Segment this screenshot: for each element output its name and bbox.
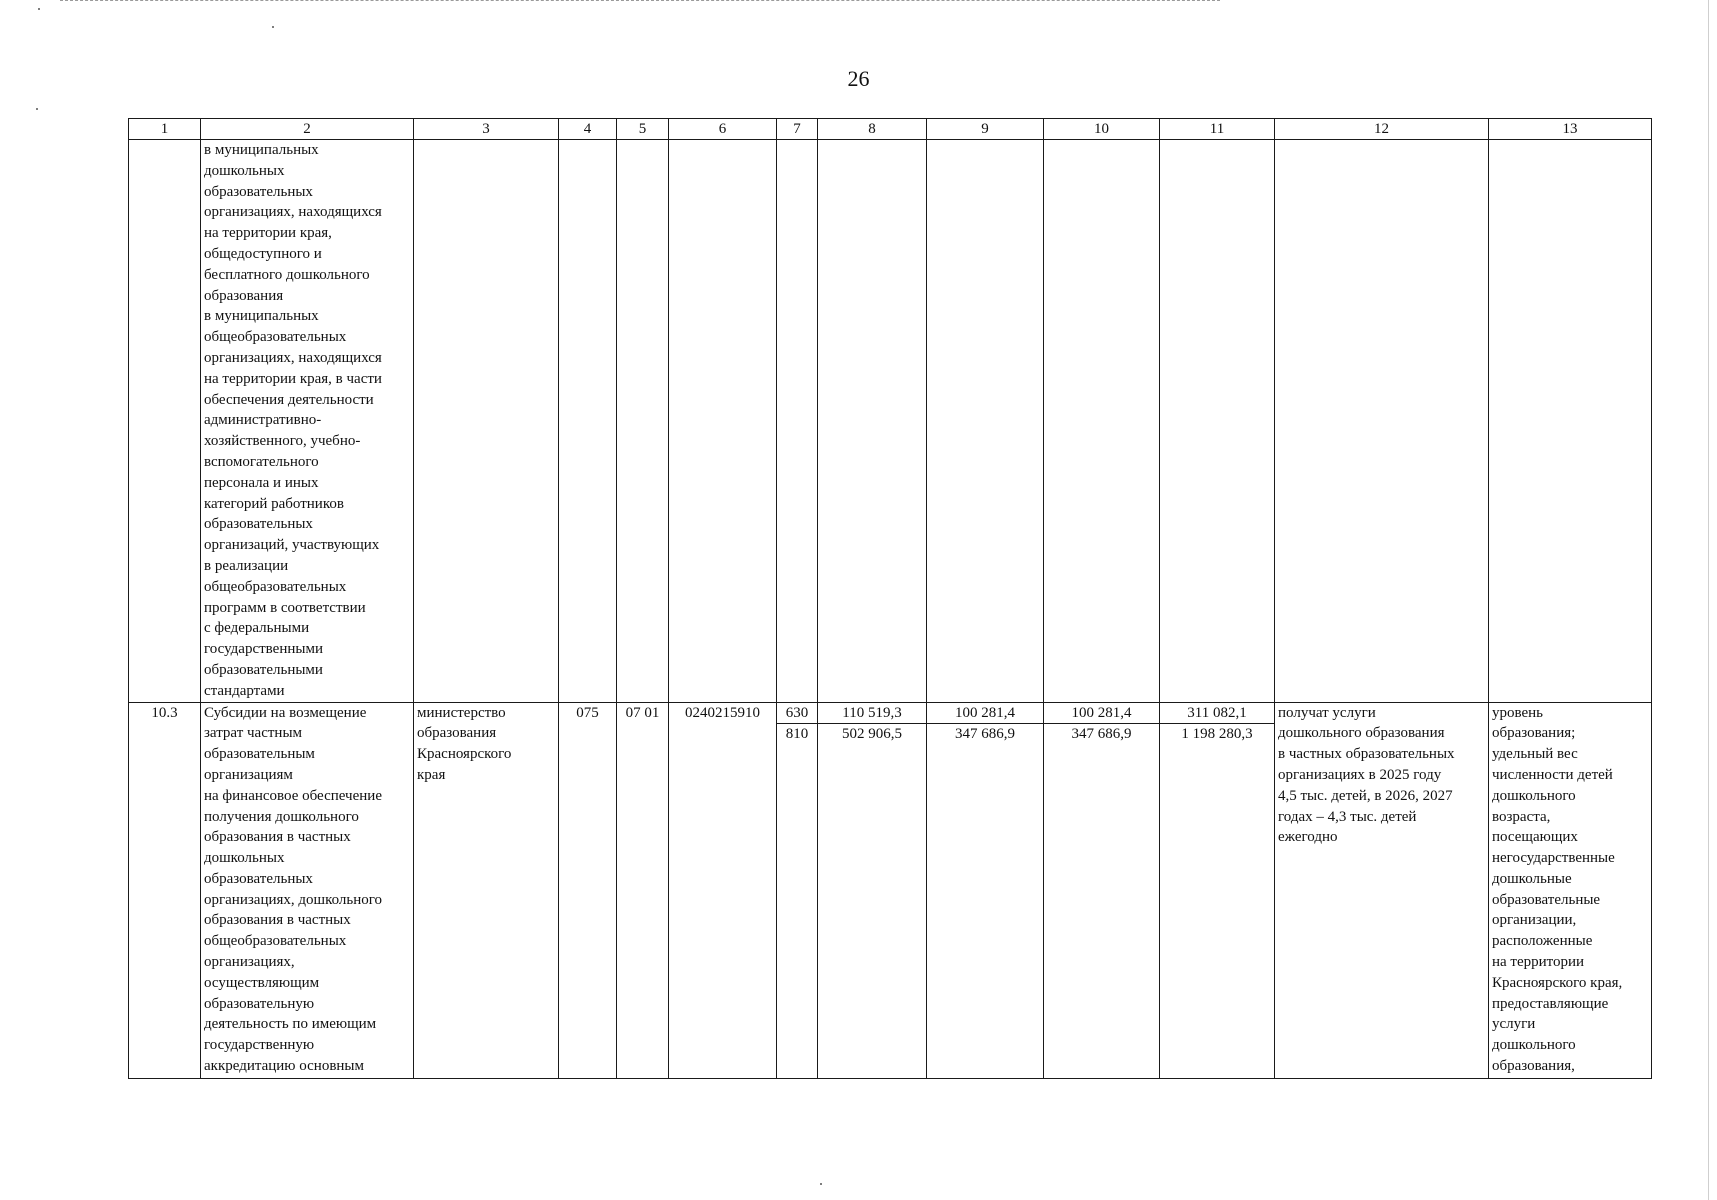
cell-col9: [927, 702, 1044, 1078]
header-cell-13: 13: [1489, 119, 1652, 140]
item-number: 10.3: [151, 704, 178, 721]
description-continued-text: в муниципальных дошкольных образовательных организациях, находящихся на территории края, общедоступного и бесплатного дошкольного образования в муниципальных общеобразовательных организациях, находящихся на территории края, в части обеспечения деятельности административно- хозяйственного, учебно- вспомогательного персонала и иных категорий работников образовательных организаций, участвующих в реализации общеобразовательных программ в соответствии с федеральными государственными образовательными стандартами: [204, 142, 382, 699]
table-row-10-3: [129, 702, 1652, 1078]
col11-value-2: 1 198 280,3: [1181, 726, 1253, 743]
cell-empty: [1160, 140, 1275, 703]
header-row: [129, 119, 1652, 140]
header-cell-6: 6: [669, 119, 777, 140]
cell-col11: [1160, 702, 1275, 1078]
col10-value-1: 100 281,4: [1044, 703, 1159, 725]
indicator-text: уровень образования; удельный вес численности детей дошкольного возраста, посещающих негосударственные дошкольные образовательные организации, расположенные на территории Красноярского края, предоставляющие услуги дошкольного образования,: [1492, 704, 1623, 1075]
scan-speck: [38, 8, 40, 10]
header-cell-10: 10: [1044, 119, 1160, 140]
header-cell-5: 5: [617, 119, 669, 140]
cell-result: [1275, 702, 1489, 1078]
header-cell-8: 8: [818, 119, 927, 140]
cell-description-continued: [201, 140, 414, 703]
scan-speck: [820, 1183, 822, 1185]
description-text: Субсидии на возмещение затрат частным образовательным организациям на финансовое обеспечение получения дошкольного образования в частных дошкольных образовательных организациях, дошкольного образования в частных общеобразовательных организациях, осуществляющим образовательную деятельность по имеющим государственную аккредитацию основным: [204, 704, 383, 1075]
col11-value-1: 311 082,1: [1160, 703, 1274, 725]
code-col6: 0240215910: [685, 704, 760, 721]
cell-col8: [818, 702, 927, 1078]
header-cell-4: 4: [559, 119, 617, 140]
code-col5: 07 01: [625, 704, 660, 721]
cell-empty: [1044, 140, 1160, 703]
col7-value-2: 810: [785, 726, 809, 743]
header-cell-11: 11: [1160, 119, 1275, 140]
cell-empty: [669, 140, 777, 703]
cell-col10: [1044, 702, 1160, 1078]
header-cell-9: 9: [927, 119, 1044, 140]
scan-speck: [272, 26, 274, 28]
cell-empty: [617, 140, 669, 703]
table-row-continuation: [129, 140, 1652, 703]
expected-result-text: получат услуги дошкольного образования в частных образовательных организациях в 2025 году 4,5 тыс. детей, в 2026, 2027 годах – 4,3 тыс. детей ежегодно: [1278, 704, 1455, 846]
cell-empty: [414, 140, 559, 703]
cell-empty: [1275, 140, 1489, 703]
cell-col7: [777, 702, 818, 1078]
cell-indicator: [1489, 702, 1652, 1078]
cell-description: [201, 702, 414, 1078]
col9-value-1: 100 281,4: [927, 703, 1043, 725]
cell-empty: [559, 140, 617, 703]
header-cell-3: 3: [414, 119, 559, 140]
header-cell-2: 2: [201, 119, 414, 140]
header-cell-1: 1: [129, 119, 201, 140]
cell-responsible: [414, 702, 559, 1078]
cell-code-col5: [617, 702, 669, 1078]
cell-empty: [777, 140, 818, 703]
page-number: 26: [847, 66, 870, 91]
cell-code-col4: [559, 702, 617, 1078]
scan-right-edge: [1708, 0, 1709, 1200]
col8-value-2: 502 906,5: [842, 726, 902, 743]
scan-top-rule: [60, 0, 1220, 1]
budget-table: [128, 118, 1652, 1079]
header-cell-12: 12: [1275, 119, 1489, 140]
header-cell-7: 7: [777, 119, 818, 140]
responsible-body: министерство образования Красноярского края: [417, 704, 512, 783]
cell-number-empty: [129, 140, 201, 703]
col7-value-1: 630: [777, 703, 817, 725]
cell-empty: [927, 140, 1044, 703]
code-col4: 075: [576, 704, 599, 721]
cell-code-col6: [669, 702, 777, 1078]
cell-empty: [1489, 140, 1652, 703]
col8-value-1: 110 519,3: [818, 703, 926, 725]
col9-value-2: 347 686,9: [955, 726, 1015, 743]
cell-item-number: [129, 702, 201, 1078]
cell-empty: [818, 140, 927, 703]
scan-speck: [36, 108, 38, 110]
col10-value-2: 347 686,9: [1071, 726, 1132, 743]
